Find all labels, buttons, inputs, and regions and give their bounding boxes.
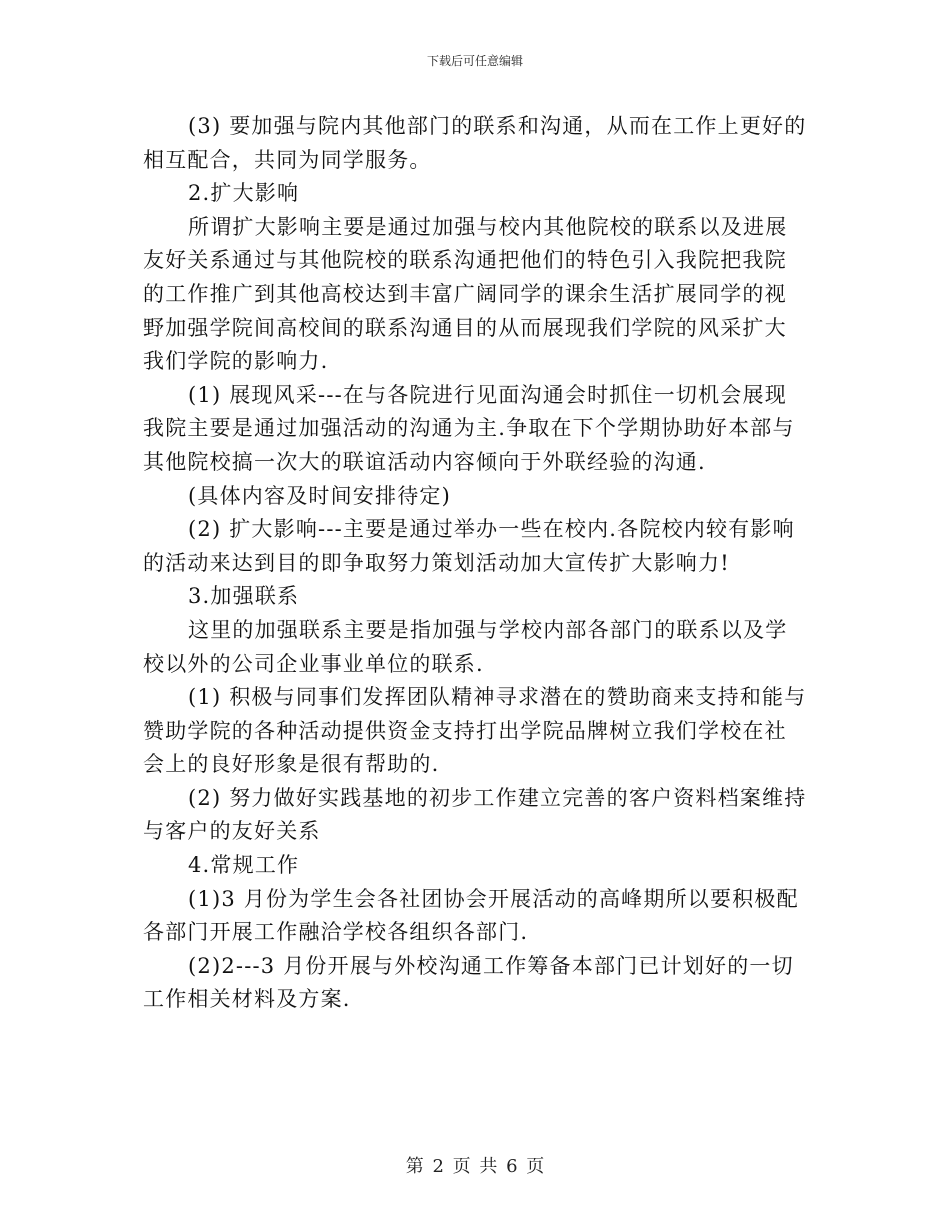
page-number-footer: 第 2 页 共 6 页 [405, 1156, 545, 1177]
paragraph-march-peak: (1)3 月份为学生会各社团协会开展活动的高峰期所以要积极配各部门开展工作融洽学校各组织各部门. [143, 886, 799, 945]
paragraph-strengthen-contact-intro: 这里的加强联系主要是指加强与学校内部各部门的联系以及学校以外的公司企业事业单位的联系. [143, 617, 788, 676]
paragraph-expand-influence-item: (2) 扩大影响---主要是通过举办一些在校内.各院校内较有影响的活动来达到目的即争取努力策划活动加大宣传扩大影响力! [143, 517, 795, 575]
paragraph-practice-base: (2) 努力做好实践基地的初步工作建立完善的客户资料档案维持与客户的友好关系 [143, 785, 807, 844]
paragraph-schedule-tbd: (具体内容及时间安排待定) [188, 483, 451, 508]
document-body [143, 110, 808, 1017]
paragraph-sponsors: (1) 积极与同事们发挥团队精神寻求潜在的赞助商来支持和能与赞助学院的各种活动提供资金支持打出学院品牌树立我们学校在社会上的良好形象是很有帮助的. [143, 685, 807, 777]
section-heading-strengthen-contact: 3.加强联系 [188, 584, 300, 609]
page-header: 下载后可任意编辑 [426, 54, 523, 68]
paragraph-expand-influence-intro: 所谓扩大影响主要是通过加强与校内其他院校的联系以及进展友好关系通过与其他院校的联系沟通把他们的特色引入我院把我院的工作推广到其他高校达到丰富广阔同学的课余生活扩展同学的视野加强学院间高校间的联系沟通目的从而展现我们学院的风采扩大我们学院的影响力. [143, 214, 788, 374]
paragraph-feb-march-prep: (2)2---3 月份开展与外校沟通工作筹备本部门已计划好的一切工作相关材料及方案. [143, 953, 794, 1012]
paragraph-strengthen-communication: (3) 要加强与院内其他部门的联系和沟通，从而在工作上更好的相互配合，共同为同学服务。 [143, 114, 807, 172]
paragraph-show-style: (1) 展现风采---在与各院进行见面沟通会时抓住一切机会展现我院主要是通过加强活动的沟通为主.争取在下个学期协助好本部与其他院校搞一次大的联谊活动内容倾向于外联经验的沟通. [143, 382, 795, 474]
section-heading-routine-work: 4.常规工作 [188, 853, 300, 878]
section-heading-expand-influence: 2.扩大影响 [188, 181, 300, 206]
